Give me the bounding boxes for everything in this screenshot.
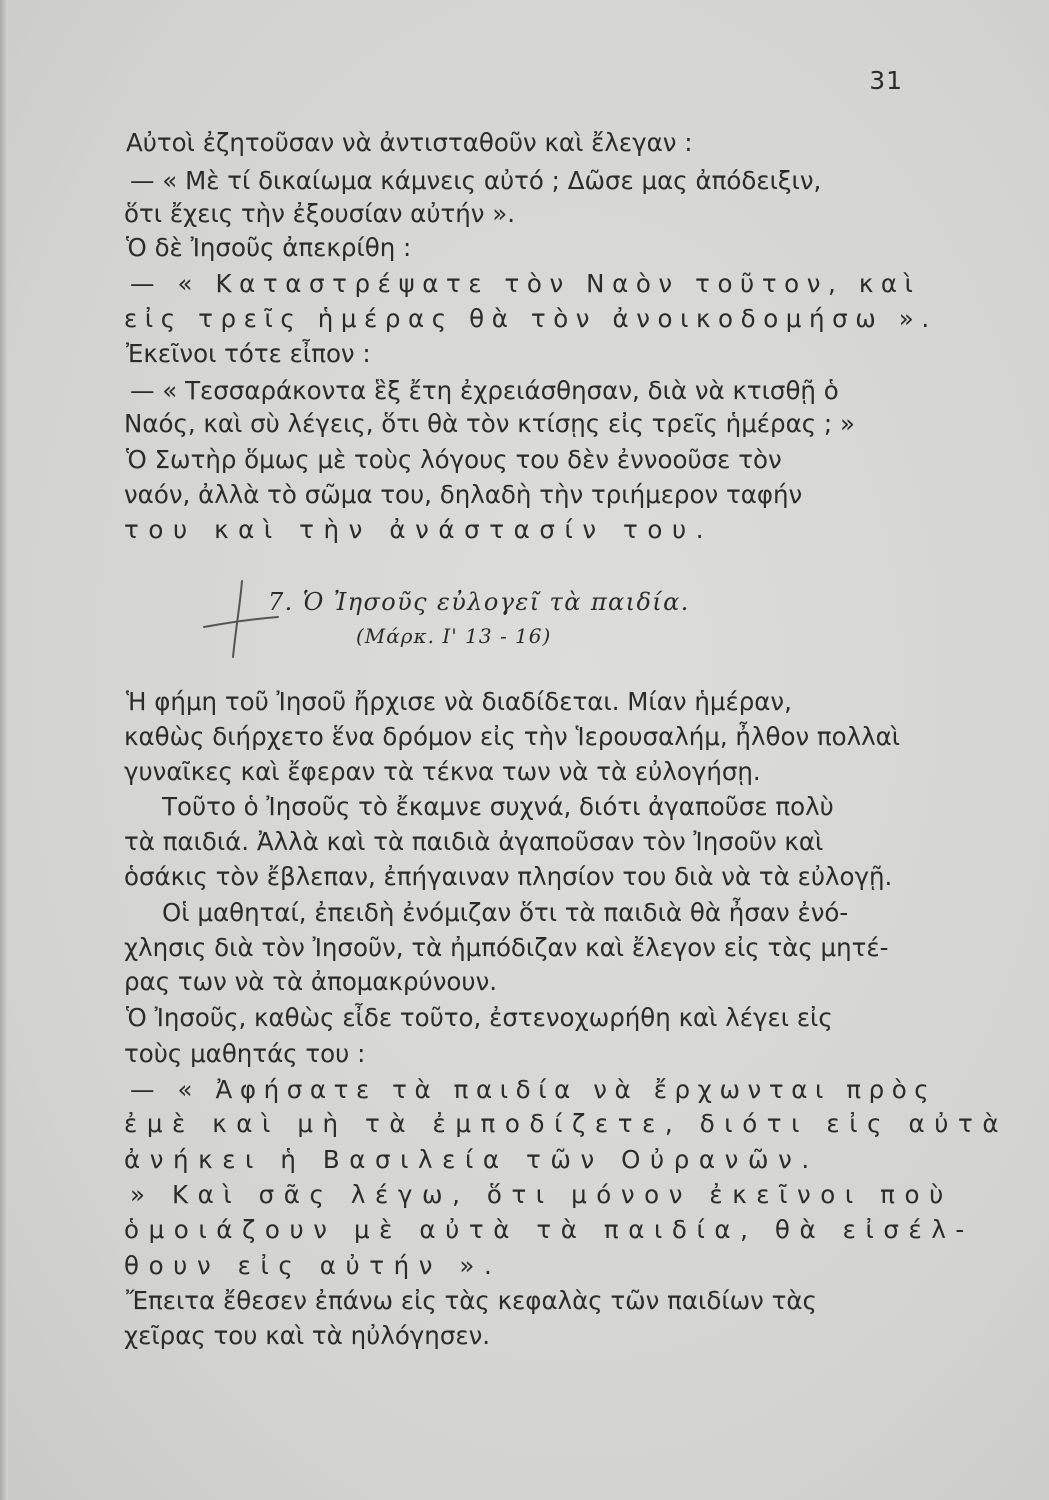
text-line: τὰ παιδιά. Ἀλλὰ καὶ τὰ παιδιὰ ἀγαποῦσαν τὸν Ἰησοῦν καὶ (124, 827, 824, 856)
page-edge-shadow (0, 0, 8, 1500)
text-line: τοὺς μαθητάς του : (124, 1039, 366, 1068)
text-line: Ἔπειτα ἔθεσεν ἐπάνω εἰς τὰς κεφαλὰς τῶν παιδίων τὰς (126, 1286, 817, 1315)
text-line: — « Καταστρέψατε τὸν Ναὸν τοῦτον, καὶ (130, 269, 921, 298)
text-line: θουν εἰς αὐτήν ». (124, 1251, 502, 1280)
text-line: του καὶ τὴν ἀνάστασίν του. (124, 515, 714, 544)
text-line: Ἐκεῖνοι τότε εἶπον : (126, 339, 371, 368)
text-line: — « Τεσσαράκοντα ἓξ ἔτη ἐχρειάσθησαν, διὰ νὰ κτισθῇ ὁ (130, 376, 839, 405)
text-line: ὅτι ἔχεις τὴν ἐξουσίαν αὐτήν ». (124, 199, 516, 228)
text-line: Ναός, καὶ σὺ λέγεις, ὅτι θὰ τὸν κτίσῃς εἰς τρεῖς ἡμέρας ; » (124, 409, 855, 438)
text-line: χλησις διὰ τὸν Ἰησοῦν, τὰ ἠμπόδιζαν καὶ ἔλεγον εἰς τὰς μητέ- (124, 933, 889, 962)
text-line: Ὁ δὲ Ἰησοῦς ἀπεκρίθη : (126, 233, 412, 262)
text-line: ἐμὲ καὶ μὴ τὰ ἐμποδίζετε, διότι εἰς αὐτὰ (124, 1109, 1009, 1138)
section-reference: (Μάρκ. Ι' 13 - 16) (356, 624, 552, 648)
text-line: ἀνήκει ἡ Βασιλεία τῶν Οὐρανῶν. (124, 1145, 819, 1174)
text-line: » Καὶ σᾶς λέγω, ὅτι μόνον ἐκεῖνοι ποὺ (130, 1180, 953, 1209)
page-number: 31 (869, 66, 903, 95)
text-line: χεῖρας του καὶ τὰ ηὐλόγησεν. (124, 1321, 491, 1350)
text-line: καθὼς διήρχετο ἕνα δρόμον εἰς τὴν Ἱερουσαλήμ, ἦλθον πολλαὶ (124, 722, 901, 751)
text-line: Αὐτοὶ ἐζητοῦσαν νὰ ἀντισταθοῦν καὶ ἔλεγαν : (126, 128, 693, 157)
text-line: ὁσάκις τὸν ἔβλεπαν, ἐπήγαιναν πλησίον του διὰ νὰ τὰ εὐλογῇ. (124, 862, 893, 891)
text-line: ὁμοιάζουν μὲ αὐτὰ τὰ παιδία, θὰ εἰσέλ- (124, 1215, 974, 1244)
text-line: ναόν, ἀλλὰ τὸ σῶμα του, δηλαδὴ τὴν τριήμερον ταφήν (124, 480, 803, 509)
text-line: εἰς τρεῖς ἡμέρας θὰ τὸν ἀνοικοδομήσω ». (124, 304, 937, 333)
text-line: Τοῦτο ὁ Ἰησοῦς τὸ ἔκαμνε συχνά, διότι ἀγαποῦσε πολὺ (162, 792, 834, 821)
text-line: Οἱ μαθηταί, ἐπειδὴ ἐνόμιζαν ὅτι τὰ παιδιὰ θὰ ἦσαν ἐνό- (162, 898, 849, 927)
text-line: γυναῖκες καὶ ἔφεραν τὰ τέκνα των νὰ τὰ εὐλογήσῃ. (124, 757, 761, 786)
section-title: 7. Ὁ Ἰησοῦς εὐλογεῖ τὰ παιδία. (268, 588, 690, 616)
text-line: Ἡ φήμη τοῦ Ἰησοῦ ἤρχισε νὰ διαδίδεται. Μίαν ἡμέραν, (126, 687, 792, 716)
text-line: ρας των νὰ τὰ ἀπομακρύνουν. (124, 967, 498, 996)
text-line: — « Ἀφήσατε τὰ παιδία νὰ ἔρχωνται πρὸς (130, 1075, 937, 1104)
text-line: — « Μὲ τί δικαίωμα κάμνεις αὐτό ; Δῶσε μας ἀπόδειξιν, (130, 166, 822, 195)
text-line: Ὁ Σωτὴρ ὅμως μὲ τοὺς λόγους του δὲν ἐννοοῦσε τὸν (126, 445, 782, 474)
text-line: Ὁ Ἰησοῦς, καθὼς εἶδε τοῦτο, ἐστενοχωρήθη καὶ λέγει εἰς (126, 1003, 833, 1032)
